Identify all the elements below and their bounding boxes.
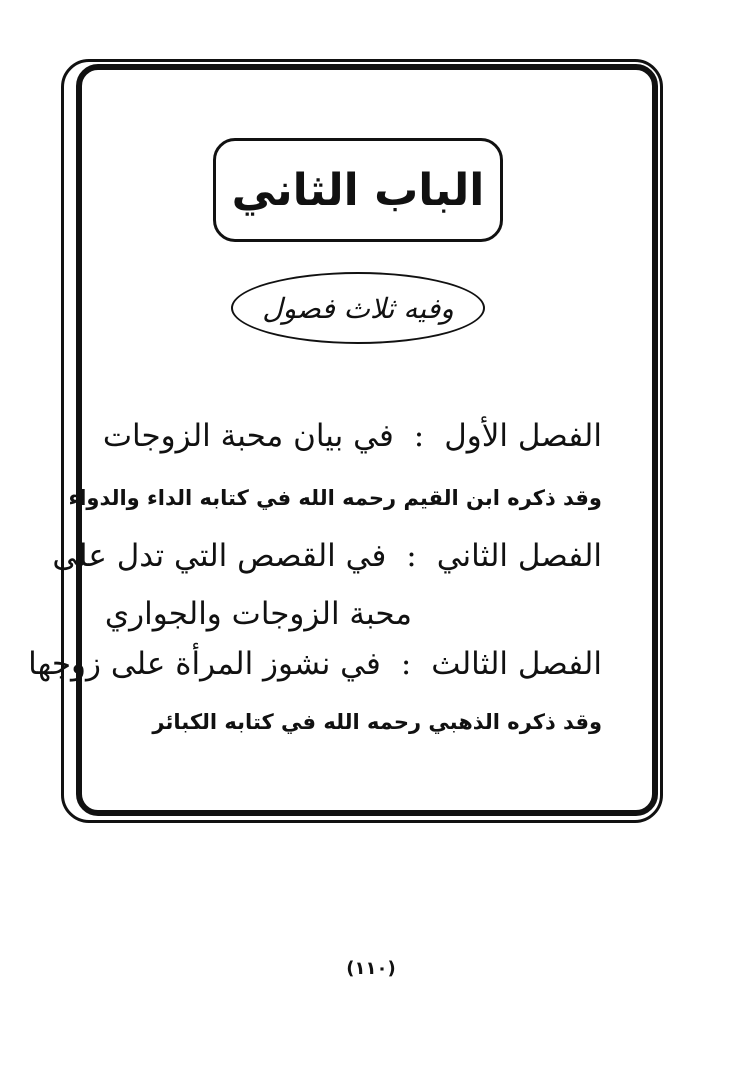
section-2-label: الفصل الثاني xyxy=(436,538,602,574)
chapter-subtitle: وفيه ثلاث فصول xyxy=(262,291,454,325)
section-2-separator: : xyxy=(406,538,417,574)
chapter-title: الباب الثاني xyxy=(231,164,485,216)
section-1-note: وقد ذكره ابن القيم رحمه الله في كتابه الداء والدواء xyxy=(68,486,602,510)
page-number: (١١٠) xyxy=(346,958,396,979)
section-2-title-continued: محبة الزوجات والجواري xyxy=(104,596,412,632)
section-1-title: في بيان محبة الزوجات xyxy=(102,418,394,454)
section-1-label: الفصل الأول xyxy=(444,418,602,454)
section-3-note: وقد ذكره الذهبي رحمه الله في كتابه الكبائر xyxy=(152,710,602,734)
section-3-title: في نشوز المرأة على زوجها xyxy=(28,646,381,682)
section-3-separator: : xyxy=(400,646,412,682)
section-2-title: في القصص التي تدل على xyxy=(52,538,387,574)
section-2-line xyxy=(52,538,602,574)
chapter-title-box xyxy=(213,138,503,242)
section-3-line xyxy=(28,646,602,682)
section-1-separator: : xyxy=(413,418,425,454)
chapter-subtitle-ellipse xyxy=(231,272,485,344)
section-3-label: الفصل الثالث xyxy=(431,646,602,682)
section-1-line xyxy=(103,418,602,454)
